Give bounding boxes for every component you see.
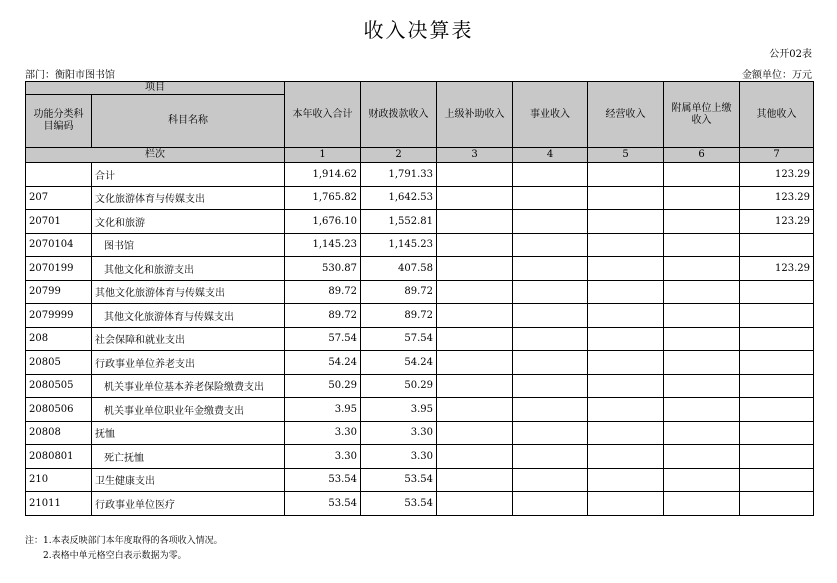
row-value-col-2: 3.30 (361, 421, 437, 445)
row-code: 207 (26, 186, 92, 210)
col-number: 7 (740, 148, 814, 163)
table-row (26, 351, 814, 375)
row-value-col-2: 53.54 (361, 468, 437, 492)
row-value-col-6 (664, 304, 740, 328)
header-lanci: 栏次 (26, 148, 285, 163)
row-value-col-6 (664, 374, 740, 398)
row-value-col-5 (588, 210, 664, 234)
row-value-col-3 (437, 468, 513, 492)
row-value-col-6 (664, 351, 740, 375)
row-value-col-2: 1,552.81 (361, 210, 437, 234)
row-value-col-6 (664, 186, 740, 210)
table-row (26, 492, 814, 516)
col-number: 2 (361, 148, 437, 163)
row-value-col-1: 3.95 (285, 398, 361, 422)
row-value-col-1: 1,676.10 (285, 210, 361, 234)
header-col-6: 附属单位上缴收入 (664, 82, 740, 148)
row-value-col-2: 3.95 (361, 398, 437, 422)
row-value-col-4 (513, 445, 588, 469)
row-value-col-1: 3.30 (285, 445, 361, 469)
table-row (26, 280, 814, 304)
row-value-col-7: 123.29 (740, 186, 814, 210)
row-code: 20805 (26, 351, 92, 375)
row-value-col-6 (664, 398, 740, 422)
row-value-col-2: 89.72 (361, 280, 437, 304)
row-value-col-3 (437, 398, 513, 422)
row-code (26, 163, 92, 187)
row-subject-name: 卫生健康支出 (92, 468, 285, 492)
row-value-col-6 (664, 492, 740, 516)
amount-unit-label: 金额单位：万元 (742, 70, 812, 81)
row-value-col-2: 53.54 (361, 492, 437, 516)
header-col-1: 本年收入合计 (285, 82, 361, 148)
row-value-col-6 (664, 210, 740, 234)
header-func-code: 功能分类科目编码 (26, 95, 92, 148)
row-value-col-5 (588, 398, 664, 422)
row-value-col-5 (588, 233, 664, 257)
row-value-col-3 (437, 257, 513, 281)
row-subject-name: 死亡抚恤 (92, 445, 285, 469)
col-number: 3 (437, 148, 513, 163)
table-row (26, 468, 814, 492)
row-value-col-7 (740, 233, 814, 257)
row-subject-name: 其他文化旅游体育与传媒支出 (92, 304, 285, 328)
row-value-col-5 (588, 421, 664, 445)
row-subject-name: 行政事业单位医疗 (92, 492, 285, 516)
row-value-col-7 (740, 445, 814, 469)
row-value-col-7 (740, 351, 814, 375)
table-row (26, 210, 814, 234)
row-value-col-2: 50.29 (361, 374, 437, 398)
row-value-col-3 (437, 421, 513, 445)
row-value-col-2: 1,642.53 (361, 186, 437, 210)
row-value-col-4 (513, 233, 588, 257)
row-value-col-3 (437, 210, 513, 234)
form-number: 公开02表 (769, 49, 812, 60)
row-value-col-3 (437, 374, 513, 398)
row-subject-name: 行政事业单位养老支出 (92, 351, 285, 375)
row-value-col-3 (437, 280, 513, 304)
department-label: 部门：衡阳市图书馆 (25, 70, 115, 81)
row-subject-name: 机关事业单位职业年金缴费支出 (92, 398, 285, 422)
income-table (25, 81, 814, 516)
table-row (26, 304, 814, 328)
report-title: 收入决算表 (363, 18, 474, 42)
row-subject-name: 其他文化和旅游支出 (92, 257, 285, 281)
row-value-col-4 (513, 327, 588, 351)
row-code: 208 (26, 327, 92, 351)
col-number: 4 (513, 148, 588, 163)
row-subject-name: 图书馆 (92, 233, 285, 257)
row-value-col-1: 89.72 (285, 304, 361, 328)
row-value-col-7 (740, 374, 814, 398)
table-row (26, 233, 814, 257)
row-value-col-4 (513, 398, 588, 422)
header-project: 项目 (26, 82, 285, 95)
row-value-col-7 (740, 398, 814, 422)
row-subject-name: 抚恤 (92, 421, 285, 445)
row-value-col-5 (588, 492, 664, 516)
row-value-col-4 (513, 468, 588, 492)
row-value-col-1: 53.54 (285, 468, 361, 492)
row-value-col-7: 123.29 (740, 163, 814, 187)
row-value-col-7 (740, 304, 814, 328)
header-col-5: 经营收入 (588, 82, 664, 148)
row-value-col-2: 89.72 (361, 304, 437, 328)
row-value-col-2: 1,791.33 (361, 163, 437, 187)
row-subject-name: 社会保障和就业支出 (92, 327, 285, 351)
row-value-col-4 (513, 374, 588, 398)
row-subject-name: 文化旅游体育与传媒支出 (92, 186, 285, 210)
row-code: 2079999 (26, 304, 92, 328)
row-value-col-5 (588, 186, 664, 210)
row-value-col-4 (513, 421, 588, 445)
table-row (26, 163, 814, 187)
row-value-col-4 (513, 210, 588, 234)
table-body (26, 163, 814, 516)
row-value-col-5 (588, 351, 664, 375)
notes (25, 534, 223, 564)
row-value-col-7 (740, 492, 814, 516)
row-value-col-3 (437, 492, 513, 516)
row-value-col-3 (437, 186, 513, 210)
row-code: 20701 (26, 210, 92, 234)
row-value-col-6 (664, 233, 740, 257)
row-value-col-1: 1,145.23 (285, 233, 361, 257)
row-value-col-3 (437, 351, 513, 375)
table-row (26, 374, 814, 398)
row-value-col-7 (740, 327, 814, 351)
row-value-col-3 (437, 163, 513, 187)
row-value-col-5 (588, 327, 664, 351)
row-value-col-7 (740, 468, 814, 492)
row-value-col-6 (664, 257, 740, 281)
note-2: 2.表格中单元格空白表示数据为零。 (43, 551, 187, 561)
table-row (26, 257, 814, 281)
row-value-col-1: 1,914.62 (285, 163, 361, 187)
table-row (26, 445, 814, 469)
note-1: 注：1.本表反映部门本年度取得的各项收入情况。 (25, 536, 223, 546)
row-value-col-4 (513, 492, 588, 516)
row-value-col-4 (513, 280, 588, 304)
row-value-col-6 (664, 163, 740, 187)
row-value-col-5 (588, 468, 664, 492)
header-col-2: 财政拨款收入 (361, 82, 437, 148)
row-value-col-1: 54.24 (285, 351, 361, 375)
col-number: 5 (588, 148, 664, 163)
table-row (26, 186, 814, 210)
header-col-3: 上级补助收入 (437, 82, 513, 148)
row-value-col-1: 89.72 (285, 280, 361, 304)
row-value-col-4 (513, 186, 588, 210)
row-value-col-7 (740, 280, 814, 304)
row-value-col-6 (664, 280, 740, 304)
row-value-col-1: 57.54 (285, 327, 361, 351)
row-value-col-2: 1,145.23 (361, 233, 437, 257)
row-value-col-4 (513, 304, 588, 328)
row-code: 2080506 (26, 398, 92, 422)
row-subject-name: 文化和旅游 (92, 210, 285, 234)
col-number: 6 (664, 148, 740, 163)
row-value-col-7: 123.29 (740, 257, 814, 281)
row-value-col-2: 3.30 (361, 445, 437, 469)
row-value-col-5 (588, 374, 664, 398)
row-value-col-5 (588, 257, 664, 281)
row-code: 2070199 (26, 257, 92, 281)
row-value-col-5 (588, 445, 664, 469)
row-value-col-1: 530.87 (285, 257, 361, 281)
table-row (26, 421, 814, 445)
row-value-col-3 (437, 327, 513, 351)
row-value-col-1: 50.29 (285, 374, 361, 398)
row-value-col-6 (664, 468, 740, 492)
row-value-col-4 (513, 257, 588, 281)
row-code: 20808 (26, 421, 92, 445)
row-value-col-3 (437, 304, 513, 328)
row-value-col-7 (740, 421, 814, 445)
table-row (26, 327, 814, 351)
row-value-col-6 (664, 421, 740, 445)
row-code: 21011 (26, 492, 92, 516)
row-code: 2070104 (26, 233, 92, 257)
row-subject-name: 合计 (92, 163, 285, 187)
row-value-col-6 (664, 445, 740, 469)
row-value-col-7: 123.29 (740, 210, 814, 234)
row-value-col-6 (664, 327, 740, 351)
row-subject-name: 其他文化旅游体育与传媒支出 (92, 280, 285, 304)
row-value-col-1: 53.54 (285, 492, 361, 516)
row-code: 2080505 (26, 374, 92, 398)
header-col-7: 其他收入 (740, 82, 814, 148)
table-row (26, 398, 814, 422)
row-value-col-1: 1,765.82 (285, 186, 361, 210)
row-value-col-4 (513, 163, 588, 187)
row-value-col-2: 57.54 (361, 327, 437, 351)
row-value-col-1: 3.30 (285, 421, 361, 445)
row-value-col-3 (437, 233, 513, 257)
row-value-col-5 (588, 163, 664, 187)
row-code: 2080801 (26, 445, 92, 469)
header-subject-name: 科目名称 (92, 95, 285, 148)
row-value-col-2: 407.58 (361, 257, 437, 281)
row-code: 20799 (26, 280, 92, 304)
row-value-col-5 (588, 304, 664, 328)
row-value-col-2: 54.24 (361, 351, 437, 375)
row-value-col-3 (437, 445, 513, 469)
row-subject-name: 机关事业单位基本养老保险缴费支出 (92, 374, 285, 398)
header-col-4: 事业收入 (513, 82, 588, 148)
col-number: 1 (285, 148, 361, 163)
row-code: 210 (26, 468, 92, 492)
row-value-col-5 (588, 280, 664, 304)
row-value-col-4 (513, 351, 588, 375)
